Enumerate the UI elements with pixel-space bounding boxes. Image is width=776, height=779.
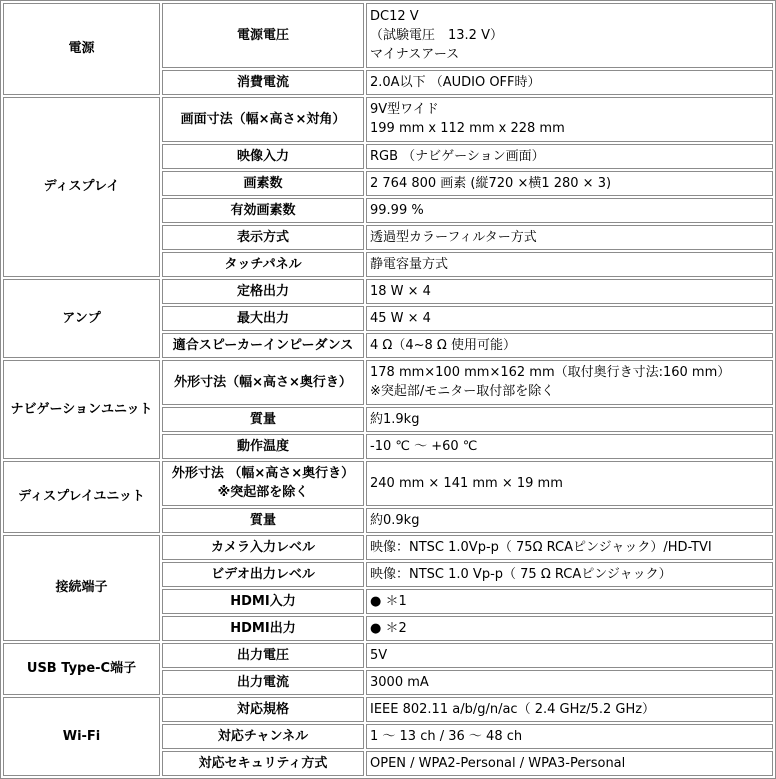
spec-label: 表示方式: [236, 229, 289, 245]
spec-value: 透過型カラーフィルター方式: [370, 229, 537, 245]
spec-label: 画素数: [243, 175, 283, 191]
spec-label-cell: [162, 643, 364, 668]
spec-label-cell: [162, 535, 364, 560]
spec-value-cell: [366, 508, 773, 533]
spec-label-cell: [162, 461, 364, 506]
spec-value-cell: [366, 670, 773, 695]
table-row: [3, 461, 773, 506]
spec-value-cell: [366, 697, 773, 722]
spec-value: 1 ～ 13 ch / 36 ～ 48 ch: [370, 728, 523, 744]
spec-value: 4 Ω（4~8 Ω 使用可能）: [370, 337, 516, 353]
spec-label-cell: [162, 225, 364, 250]
spec-value-cell: [366, 724, 773, 749]
spec-label: 電源電圧: [236, 27, 289, 43]
table-row: [3, 360, 773, 405]
category-cell: 電源: [3, 3, 160, 95]
spec-value: 199 mm x 112 mm x 228 mm: [370, 121, 565, 137]
spec-label-cell: [162, 562, 364, 587]
spec-value-cell: [366, 306, 773, 331]
spec-value: マイナスアース: [370, 46, 460, 62]
spec-value-cell: [366, 535, 773, 560]
category-cell: USB Type-C端子: [3, 643, 160, 695]
spec-label: 外形寸法 （幅×高さ×奥行き）: [171, 466, 355, 482]
spec-value-cell: [366, 562, 773, 587]
spec-table-body: [3, 3, 773, 776]
spec-value-cell: [366, 616, 773, 641]
spec-value: -10 ℃ ～ +60 ℃: [370, 438, 478, 454]
spec-value-cell: [366, 3, 773, 68]
spec-value-cell: [366, 252, 773, 277]
spec-value: 約1.9kg: [370, 411, 420, 427]
spec-label-cell: [162, 97, 364, 142]
category-cell: 接続端子: [3, 535, 160, 641]
spec-label-cell: [162, 360, 364, 405]
spec-label-cell: [162, 252, 364, 277]
spec-value-cell: [366, 434, 773, 459]
spec-value: 45 W × 4: [370, 310, 431, 326]
spec-value: ● ＊2: [370, 620, 407, 636]
spec-label-cell: [162, 434, 364, 459]
spec-label: 質量: [249, 512, 276, 528]
spec-label: 外形寸法（幅×高さ×奥行き）: [174, 374, 352, 390]
spec-value-cell: [366, 144, 773, 169]
spec-value: 2 764 800 画素 (縦720 ×横1 280 × 3): [370, 175, 612, 191]
category-cell: ディスプレイユニット: [3, 461, 160, 533]
spec-label-cell: [162, 508, 364, 533]
spec-label-cell: [162, 670, 364, 695]
spec-value: 約0.9kg: [370, 512, 420, 528]
spec-label: 質量: [249, 411, 276, 427]
table-row: [3, 535, 773, 560]
table-row: [3, 3, 773, 68]
spec-value-cell: [366, 279, 773, 304]
spec-value-cell: [366, 198, 773, 223]
spec-value: RGB （ナビゲーション画面）: [370, 148, 545, 164]
spec-label-cell: [162, 724, 364, 749]
spec-label-cell: [162, 751, 364, 776]
spec-label-cell: [162, 589, 364, 614]
spec-label-cell: [162, 333, 364, 358]
spec-label: ビデオ出力レベル: [211, 566, 315, 582]
spec-value-cell: [366, 360, 773, 405]
spec-value-cell: [366, 751, 773, 776]
spec-label-cell: [162, 171, 364, 196]
spec-value-cell: [366, 171, 773, 196]
spec-label: ※突起部を除く: [217, 485, 309, 501]
spec-label: 対応セキュリティ方式: [198, 755, 328, 771]
spec-value: 2.0A以下 （AUDIO OFF時）: [370, 74, 541, 90]
spec-label: 有効画素数: [230, 202, 296, 218]
table-row: [3, 97, 773, 142]
spec-value: 178 mm×100 mm×162 mm（取付奥行き寸法:160 mm）: [370, 365, 731, 381]
spec-label-cell: [162, 70, 364, 95]
spec-value-cell: [366, 589, 773, 614]
spec-value-cell: [366, 333, 773, 358]
spec-value-cell: [366, 643, 773, 668]
spec-label: カメラ入力レベル: [210, 539, 315, 555]
spec-label: 出力電流: [236, 674, 289, 690]
spec-label-cell: [162, 279, 364, 304]
spec-value: 240 mm × 141 mm × 19 mm: [370, 475, 563, 491]
category-cell: Wi-Fi: [3, 697, 160, 776]
spec-value: 99.99 %: [370, 202, 424, 218]
table-row: [3, 643, 773, 668]
spec-value: ● ＊1: [370, 593, 407, 609]
category-cell: ナビゲーションユニット: [3, 360, 160, 459]
spec-label: 映像入力: [236, 148, 289, 164]
category-cell: ディスプレイ: [3, 97, 160, 277]
spec-label: 対応チャンネル: [217, 728, 309, 744]
spec-label-cell: [162, 616, 364, 641]
category-cell: アンプ: [3, 279, 160, 358]
spec-value: 静電容量方式: [370, 256, 449, 272]
spec-label: 対応規格: [236, 701, 289, 717]
spec-value-cell: [366, 225, 773, 250]
spec-label: 画面寸法（幅×高さ×対角）: [180, 111, 346, 127]
spec-label: HDMI出力: [230, 620, 296, 636]
spec-value: 18 W × 4: [370, 283, 431, 299]
spec-value: 5V: [370, 647, 388, 663]
spec-label: 定格出力: [236, 283, 289, 299]
spec-value: 3000 mA: [370, 674, 429, 690]
spec-label: 消費電流: [236, 74, 289, 90]
spec-label-cell: [162, 144, 364, 169]
table-row: [3, 697, 773, 722]
spec-label: 最大出力: [236, 310, 289, 326]
spec-label: HDMI入力: [230, 593, 296, 609]
spec-value: 映像：NTSC 1.0Vp-p（ 75Ω RCAピンジャック）/HD-TVI: [370, 539, 712, 555]
spec-label: タッチパネル: [224, 256, 302, 272]
spec-label: 動作温度: [236, 438, 289, 454]
spec-label-cell: [162, 3, 364, 68]
spec-value: ※突起部/モニター取付部を除く: [370, 384, 555, 400]
spec-value: DC12 V: [370, 8, 419, 24]
spec-value-cell: [366, 70, 773, 95]
spec-label-cell: [162, 198, 364, 223]
table-row: [3, 279, 773, 304]
spec-value: IEEE 802.11 a/b/g/n/ac（ 2.4 GHz/5.2 GHz）: [370, 701, 656, 717]
spec-label: 出力電圧: [236, 647, 289, 663]
spec-value: （試験電圧 13.2 V）: [370, 27, 503, 43]
spec-label-cell: [162, 697, 364, 722]
spec-value-cell: [366, 407, 773, 432]
spec-value: 映像：NTSC 1.0 Vp-p（ 75 Ω RCAピンジャック）: [370, 566, 672, 582]
spec-value-cell: [366, 97, 773, 142]
spec-value: OPEN / WPA2-Personal / WPA3-Personal: [370, 755, 626, 771]
spec-value-cell: [366, 461, 773, 506]
spec-label: 適合スピーカーインピーダンス: [172, 337, 354, 353]
spec-label-cell: [162, 407, 364, 432]
spec-value: 9V型ワイド: [370, 102, 439, 118]
spec-label-cell: [162, 306, 364, 331]
